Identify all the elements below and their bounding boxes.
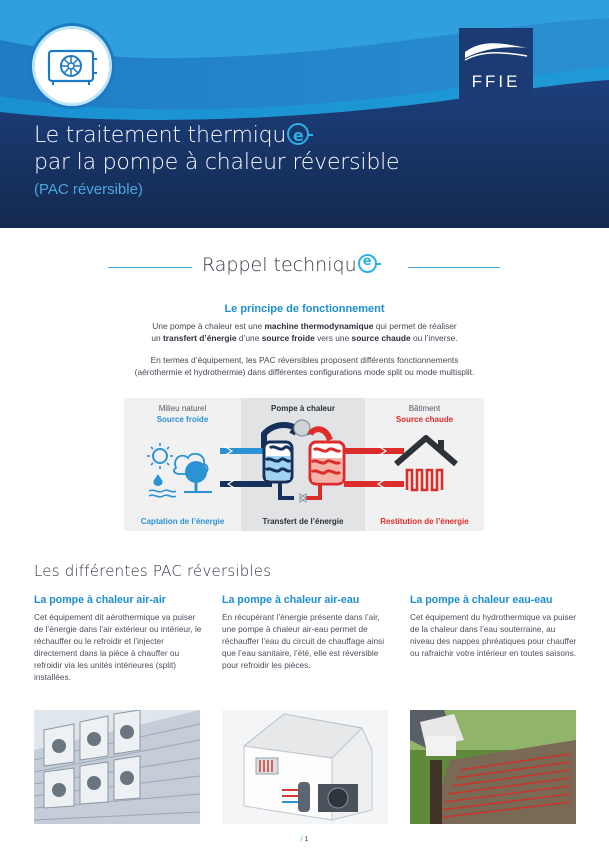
rappel-heading-text: Rappel techniqu: [202, 254, 357, 276]
body-text: un: [151, 333, 163, 343]
footer-slash: /: [300, 836, 303, 843]
types-heading: Les différentes PAC réversibles: [34, 562, 272, 580]
body-text: Une pompe à chaleur est une: [152, 321, 265, 331]
heading-rule-left: [108, 267, 192, 268]
principle-line-1: [40, 320, 569, 332]
diagram-hot-source-label: Source chaude: [395, 415, 454, 424]
diagram-capture-label: Captation de l’énergie: [140, 517, 225, 526]
principle-paragraph-2: [40, 354, 569, 378]
diagram-restitution-label: Restitution de l’énergie: [380, 517, 469, 526]
rappel-technique-heading: [108, 256, 500, 278]
diagram-cold-source-label: Source froide: [156, 415, 209, 424]
body-text: ou l’inverse.: [410, 333, 458, 343]
type-title: La pompe à chaleur air-eau: [222, 594, 360, 606]
body-text: vers une: [314, 333, 352, 343]
body-text: d’une: [236, 333, 262, 343]
type-card-air-eau: [222, 594, 388, 671]
nature-icon: [147, 443, 212, 497]
principle-p2-line-2: (aérothermie et hydrothermie) dans différentes configurations mode split ou mode multisplit.: [134, 367, 475, 377]
ffie-wave-icon: [459, 30, 533, 70]
header-banner: [0, 0, 609, 228]
emphasis-text: source chaude: [351, 333, 411, 343]
heading-rule-right: [408, 267, 500, 268]
emphasis-text: transfert d’énergie: [162, 333, 237, 343]
page-footer: [0, 836, 609, 843]
thermal-badge-icon: [32, 26, 112, 106]
type-description: Cet équipement dit aérothermique va puiser de l’énergie dans l’air extérieur ou intérieur, le réchauffer ou le refroidir et l’injecter directement dans la pièce à chauffer ou refroidir via les unités intérieures (split) installées.: [34, 612, 202, 682]
type-card-air-air: [34, 594, 206, 683]
emphasis-text: machine thermodynamique: [264, 321, 374, 331]
diagram-left-top-label: Milieu naturel: [158, 404, 207, 413]
e-logo-icon: e: [358, 254, 377, 273]
cold-circuit: [220, 425, 302, 498]
type-card-eau-eau: [410, 594, 578, 659]
principle-paragraph-1: [40, 320, 569, 344]
ffie-logo: [459, 28, 533, 100]
ffie-logo-text: FFIE: [471, 72, 521, 91]
principle-p2-line-1: En termes d’équipement, les PAC réversibles proposent différents fonctionnements: [150, 355, 459, 365]
principle-line-2: [40, 332, 569, 344]
air-air-units-photo: [34, 710, 200, 824]
body-text: qui permet de réaliser: [373, 321, 457, 331]
type-description: Cet équipement du hydrothermique va puiser de la chaleur dans l’eau souterraine, au niveau des nappes phréatiques pour chauffer ou rafraichir votre intérieur en toutes saisons.: [410, 612, 577, 658]
diagram-transfer-label: Transfert de l’énergie: [262, 517, 344, 526]
page-number: 1: [304, 836, 309, 843]
type-description: En récupérant l’énergie présente dans l’air, une pompe à chaleur air-eau permet de réchauffer l’eau du circuit de chauffage ainsi que l’eau sanitaire, l’été, elle est réversible pour refroidir les pièces.: [222, 612, 385, 670]
emphasis-text: source froide: [261, 333, 315, 343]
eau-eau-garden-photo: [410, 710, 576, 824]
page-title-line1: Le traitement thermiqu: [34, 123, 287, 148]
house-radiator-icon: [396, 438, 456, 496]
diagram-mid-top-label: Pompe à chaleur: [270, 404, 336, 413]
e-logo-icon: e: [287, 123, 309, 145]
air-eau-house-photo: [222, 710, 388, 824]
principle-title: Le principe de fonctionnement: [224, 303, 385, 315]
page-title: [34, 122, 399, 176]
hot-circuit: [300, 429, 404, 502]
type-title: La pompe à chaleur air-air: [34, 594, 166, 606]
page-subtitle: (PAC réversible): [34, 181, 143, 198]
page-title-line2: par la pompe à chaleur réversible: [34, 150, 400, 175]
compressor-icon: [292, 420, 310, 436]
heat-pump-diagram: [124, 398, 484, 531]
type-title: La pompe à chaleur eau-eau: [410, 594, 553, 606]
diagram-right-top-label: Bâtiment: [408, 404, 441, 413]
